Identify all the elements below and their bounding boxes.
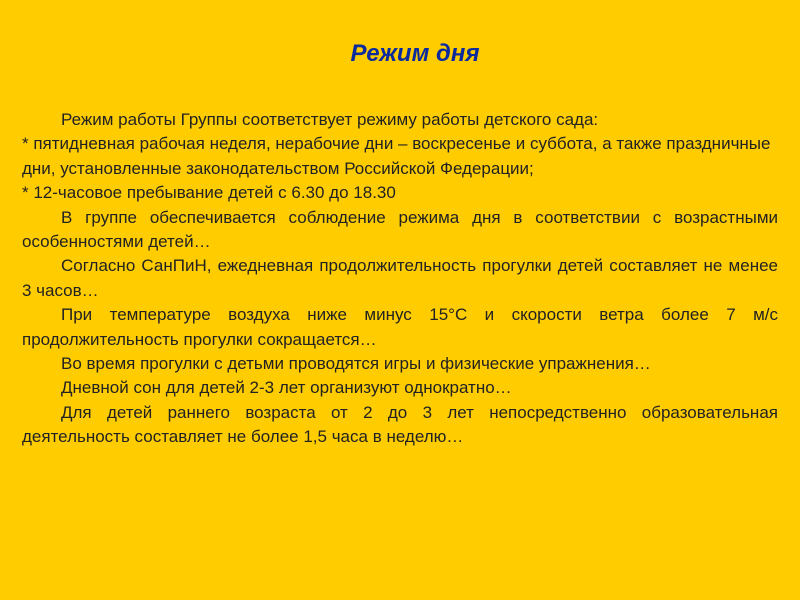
slide-title: Режим дня [350, 40, 480, 67]
paragraph-weather-limits: При температуре воздуха ниже минус 15°С и скорости ветра более 7 м/с продолжительность прогулки сокращается… [22, 305, 778, 349]
paragraph-daily-regime: В группе обеспечивается соблюдение режима дня в соответствии с возрастными особенностями детей… [22, 207, 778, 252]
paragraph-12-hour-stay: * 12-часовое пребывание детей с 6.30 до 18.30 [22, 183, 396, 203]
slide-body [22, 108, 778, 450]
paragraph-walk-duration: Согласно СанПиН, ежедневная продолжительность прогулки детей составляет не менее 3 часов… [22, 256, 778, 300]
paragraph-walk-games: Во время прогулки с детьми проводятся игры и физические упражнения… [61, 354, 651, 374]
paragraph-work-mode: Режим работы Группы соответствует режиму работы детского сада: [61, 110, 599, 129]
paragraph-five-day-week: * пятидневная рабочая неделя, нерабочие дни – воскресенье и суббота, а также праздничные дни, установленные законодательством Российской Федерации; [22, 134, 771, 178]
paragraph-nap: Дневной сон для детей 2-3 лет организуют однократно… [61, 378, 512, 398]
paragraph-education-time: Для детей раннего возраста от 2 до 3 лет непосредственно образовательная деятельность составляет не более 1,5 часа в неделю… [22, 402, 778, 447]
